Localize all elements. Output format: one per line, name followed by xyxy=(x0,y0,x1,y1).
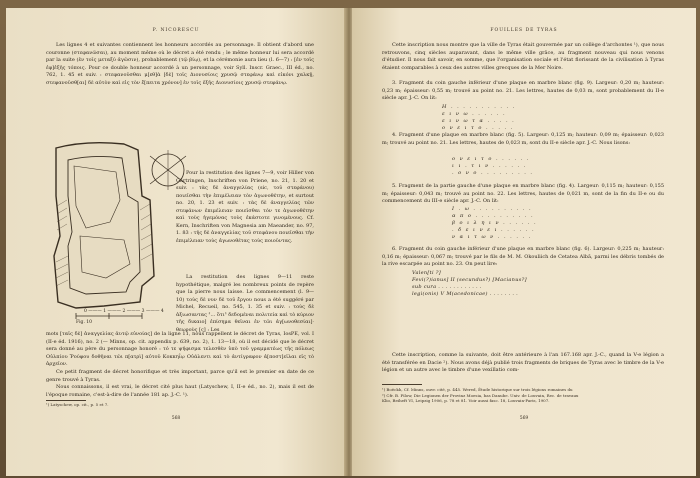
fragment-3-description xyxy=(382,80,664,103)
right-page xyxy=(352,8,696,476)
right-footnote-1: ¹) Boëckh, Cf. Minns, ouvr. cité, p. 445. Wered, Étude historique sur trois légions romaines du xyxy=(382,387,573,392)
left-page-header: P. NICORESCU xyxy=(152,28,200,33)
figure-caption: Fig. 10 xyxy=(76,320,93,325)
left-paragraph-1 xyxy=(46,42,314,87)
insc3-line-2: ε ι ν ω . . . . . . xyxy=(442,111,507,117)
fragment-3-text: 3. Fragment du coin gauche inférieur d'une plaque en marbre blanc (fig. 9). Largeur: 0,20 m; hauteur: 0,23 m; épaisseur: 0,55 m; trouvé au point no. 21. Les lettres, hautes de 0,03 m, sont probablement du II-e siècle apr. J.-C. On lit: xyxy=(382,80,664,101)
insc4-line-3: . ο ν ο . . . . . . . . . xyxy=(452,170,534,176)
footnote-rule xyxy=(46,400,86,401)
left-para-4-text: mots [ταῖς δὲ] ἀναγγελίας ἀυτῷ εὐνοίας] de la ligne 11, nous rappellent le décret de Tyras, IosPE, vol. I (II-e éd. 1916), no. 2 (— Minns, op. cit. appendix p. 639, no. 2), 1. 13—18, où il est décidé que le décret sera donné au père du personnage honoré : τό τε ψήφισμα τελεσθὲν ὑπὸ τοῦ γραμματέως τῆς πόλεως Οὐλπίου Ῥούφου δοθῆναι τῶι π[ατρὶ] αὐτοῦ Κοκκηΐῳ Οὐάλεντι καὶ τὸ ἀντίγραφον ἀ[ποστ]εῖλαι εἰς τὸ ἀρχεῖον. xyxy=(46,331,314,367)
left-para-2-text: Pour la restitution des lignes 7—9, voir Hiller von Gärtringen, Inschriften von Priene, no. 21, 1. 20 et suiv. : τὰς δὲ ἀναγγελίας (sic, τοῦ στεφάνου) ποιεῖσθαι τὴν ἐπιμέλειαν τὸν ἀγωνοθέτην, et surtout no. 20, 1. 23 et suiv. : τὰς δὲ ἀναγγελίας τῶν στεφάνων ἐπιμέλειαν ποιεῖσθαι τόν τε ἀγωνοθέτην καὶ τοὺς ἡγεμόνας τοὺς ἐκάστοτε γινομένους. Cf. Kern, Inschriften von Magnesia am Maeander, no. 97, 1. 83 : τῆς δὲ ἀναγγελίας τοῦ στεφάνου ποιεῖσθαι τὴν ἐπιμέλειαν τοὺς ἀγωνοθέτας τοὺς ποιοῦντας. xyxy=(176,170,314,244)
insc5-line-4: . δ ε ι ν ε ι . . . . . . xyxy=(452,227,536,233)
fragment-6-text: 6. Fragment du coin gauche inférieur d'une plaque en marbre blanc (fig. 6). Largeur: 0,225 m; hauteur: 0,16 m; épaisseur: 0,067 m; trouvé par le fils de M. M. Okouliich de Cetatea Albă, parmi les débris tombés de la rive escarpée au point no. 23. On peut lire: xyxy=(382,246,664,267)
insc5-line-2: α π ο . . . . . . . . . . xyxy=(452,213,535,219)
insc3-line-1: Η . . . . . . . . . . . xyxy=(442,104,516,110)
fragment-5-inscription xyxy=(452,206,537,241)
fragment-4-inscription xyxy=(452,156,534,177)
left-para-6-text: Nous connaissons, il est vrai, le décret cité plus haut (Latyschew, I, II-e éd., no. 2), mais il est de l'époque romaine, c'est-à-dire de l'année 181 ap. J.-C. ¹). xyxy=(46,384,314,398)
fragment-4-description xyxy=(382,132,664,147)
left-paragraph-3 xyxy=(176,274,314,334)
figure-scale-label: 0 ——— 1 ——— 2 ——— 3 ——— 4 xyxy=(84,309,164,314)
left-para-3-text: La restitution des lignes 9—11 reste hypothétique, malgré les nombreux points de repère que la pierre nous laisse. Le commencement (l. 9—10) τοὺς δὲ νυν δὲ τοῦ ἔργου nous a été suggéré par Michel, Recueil, no. 545, 1. 35 et suiv. : τοὺς δὲ ἀξιωσαντας ⸢... ὅτι⸣ δεδομέναι πολιτεία καὶ τὸ κύριον τῆς δικαιο] ἐπίσημα θεῖναι ἐν τῶι ἀγ[ωνοθεσίαι]· θεωροὺς [ς] : Les xyxy=(176,274,314,333)
left-para-5-text: Ce petit fragment de décret honorifique et très important, parce qu'il est le premier en date de ce genre trouvé à Tyras. xyxy=(46,369,314,383)
right-footnotes xyxy=(382,387,664,404)
insc3-line-3: ε ι ν ω τ α . . . . . xyxy=(442,118,516,124)
insc5-line-3: β ο ι λ η ι ν . . . . . . xyxy=(452,220,538,226)
fragment-6-description xyxy=(382,246,664,269)
left-page xyxy=(6,8,346,476)
insc3-line-4: ο ν ε ι τ ο . . . . . xyxy=(442,125,514,131)
left-page-number: 568 xyxy=(171,416,181,421)
left-paragraph-2 xyxy=(176,170,314,245)
fragment-5-description xyxy=(382,183,664,206)
insc6-line-2: Fevi(?)ianus] II (secundus?) [Macianus?] xyxy=(412,277,527,283)
fragment-3-inscription xyxy=(442,104,516,132)
right-footnote-rule xyxy=(382,384,422,385)
insc4-line-1: ο ν ε ι τ ο . . . . . . xyxy=(452,156,530,162)
right-page-number: 569 xyxy=(519,416,529,421)
left-paragraph-4 xyxy=(46,331,314,369)
right-footnote-2: ²) Cfr. B. Filow, Die Legionen der Provinz Moesia, bas Danube. Univ. de Louvain, Rec. de travaux xyxy=(382,392,579,398)
insc4-line-2: ι ι . τ ι ν . . . . . . xyxy=(452,163,527,169)
left-paragraph-6 xyxy=(46,384,314,399)
left-footnote: ¹) Latyschew, op. cit., p. 5 et 7. xyxy=(46,402,109,407)
fragment-6-inscription xyxy=(412,270,527,298)
right-paragraph-7 xyxy=(382,352,664,375)
fragment-5-text: 5. Fragment de la partie gauche d'une plaque en marbre blanc (fig. 4). Largeur: 0,115 m; hauteur: 0,155 m; épaisseur: 0,043 m; trouvé au point no. 22. Les lettres, hautes de 0,021 m, sont de la fin du II-e ou du commencement du III-e siècle apr. J.-C. On lit: xyxy=(382,183,664,204)
insc6-line-1: Valen[ti ?] xyxy=(412,270,441,276)
right-footnote-3: Klio, Beiheft VI, Leipzig 1906, p. 78 et 81. Voir aussi fasc. 18, Louvain-Paris, 1907. xyxy=(382,398,550,403)
right-para-1-text: Cette inscription nous montre que la ville de Tyras était gouvernée par un collège d'archontes ¹), que nous retrouvons, cinq siècles auparavant, dans le même ville grâce, au fragment nouveau qui nous venons d'étudier. Il nous fait savoir, en somme, que l'organisation sociale et l'état florissant de la civilisation à Tyras étaient comparables à ceux des autres villes grecques de la Mer Noire. xyxy=(382,42,664,71)
insc6-line-3: sub cura . . . . . . . . . . . . xyxy=(412,284,482,290)
right-page-header: FOUILLES DE TYRAS xyxy=(490,28,558,33)
insc5-line-1: Ι . ω . . . . . . . . . . xyxy=(452,206,533,212)
left-paragraph-5 xyxy=(46,369,314,384)
left-para-1-text: Les lignes 4 et suivantes contiennent les honneurs accordés au personnage. Il obtient d'abord une couronne (στεφανῶσαι), au moment même où le décret a été rendu ; le même honneur lui sera accordé par la suite (ἐν τοῖς μεταξύ ἀγῶσιν), probablement (τῷ βίῳ), et la cérémonie aura lieu (l. 6—7) : [ἐν τοῖς ἐφ]ἑξῆς τόποις. Pour ce double honneur accordé à un personnage, voir Syll. Inscr. Graec., III éd., no. 762, 1. 45 et suiv. : στεφανοῦσθαι μ[εθ]ὰ [δὲ] τοῖς Διονυσίοις χρυσῷ στεφάνῳ καὶ εἰκόνι χαλκῇ, στεφανοῦσθ[αι] δὲ αὐτὸν καὶ εἰς τὸν ἔ[πειτα χρόνον] ἐν τοῖς ἑξῆς Διονυσίοις χρυσῷ στεφάνῳ. xyxy=(46,42,314,86)
right-para-7-text: Cette inscription, comme la suivante, doit être antérieure à l'an 167.168 apr. J.-C., quand la V-e légion a été transférée en Dacie ²). Nous avons déjà publié trois fragments de briques de Tyras avec le timbre de la V-e légion et un autre avec le timbre d'une vexillatio com- xyxy=(382,352,664,373)
insc6-line-4: legi(onis) V M(acedonicae) . . . . . . . . xyxy=(412,291,519,297)
insc5-line-5: ν α ι τ ω ν . . . . . . xyxy=(452,234,532,240)
fragment-4-text: 4. Fragment d'une plaque en marbre blanc (fig. 5). Largeur: 0,125 m; hauteur: 0,09 m; épaisseur: 0,023 m; trouvé au point no. 21. Les lettres, hautes de 0,023 m, sont du II-e siècle apr. J.-C. Nous lisons: xyxy=(382,132,664,146)
right-paragraph-1 xyxy=(382,42,664,72)
